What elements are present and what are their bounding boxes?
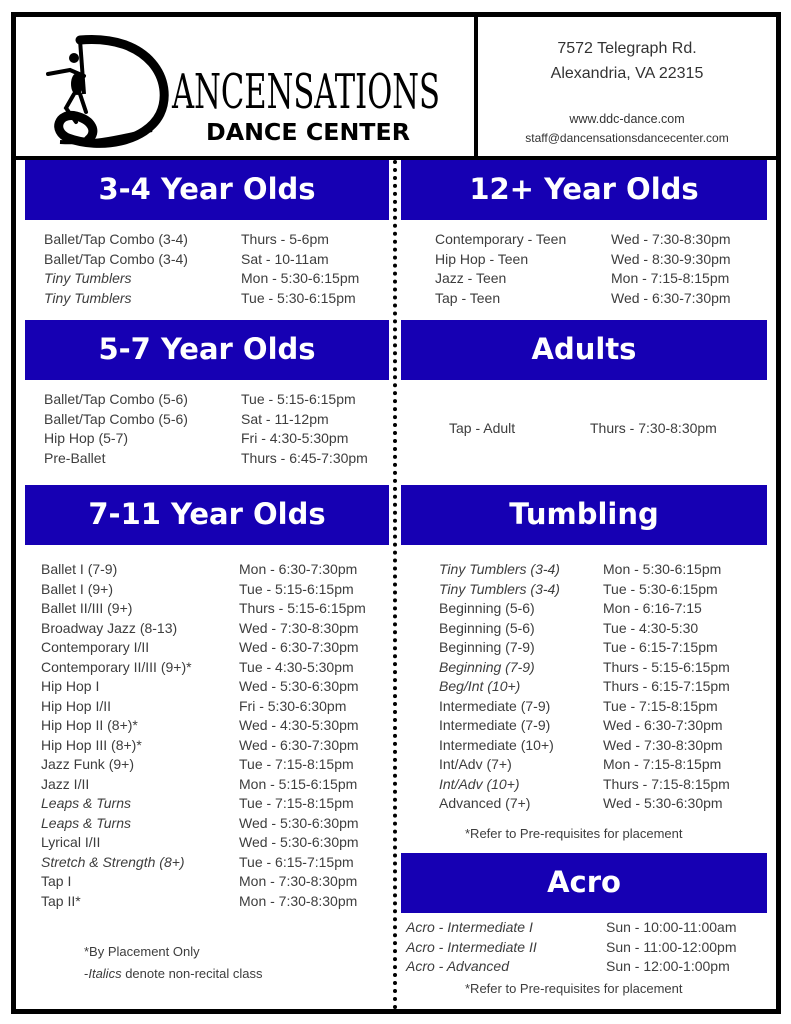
class-name: Intermediate (10+) (439, 736, 554, 753)
class-name: Tap - Adult (449, 420, 516, 436)
class-time: Mon - 5:30-6:15pm (603, 561, 722, 577)
class-time: Thurs - 6:15-7:15pm (603, 678, 730, 694)
class-name: Beginning (5-6) (439, 600, 535, 616)
class-time: Wed - 6:30-7:30pm (603, 717, 723, 733)
class-name: Jazz - Teen (435, 270, 507, 286)
class-name: Beg/Int (10+) (439, 678, 521, 694)
class-name: Tiny Tumblers (44, 289, 132, 306)
class-time: Tue - 5:15-6:15pm (241, 391, 356, 407)
class-time: Mon - 6:30-7:30pm (239, 561, 358, 577)
studio-logo (40, 34, 450, 149)
class-time: Tue - 6:15-7:15pm (239, 853, 354, 870)
column-divider (393, 160, 397, 1010)
section-title: Tumbling (509, 497, 659, 531)
class-name: Hip Hop II (8+)* (41, 717, 138, 733)
class-name: Acro - Intermediate II (406, 938, 537, 955)
class-name: Tap I (41, 873, 72, 889)
class-name: Intermediate (7-9) (439, 717, 551, 733)
class-name: Beginning (5-6) (439, 619, 535, 636)
class-time: Mon - 5:15-6:15pm (239, 775, 358, 792)
class-time: Thurs - 7:15-8:15pm (603, 775, 730, 792)
section-title: 3-4 Year Olds (98, 172, 316, 206)
section-title: Acro (547, 865, 621, 899)
class-time: Wed - 7:30-8:30pm (603, 736, 723, 753)
brand-bottom-text: DANCE CENTER (206, 120, 411, 146)
brand-top-text: ANCENSATIONS (171, 64, 440, 120)
band-age-7-11 (25, 485, 389, 545)
class-name: Int/Adv (7+) (439, 756, 512, 772)
class-name: Acro - Advanced (406, 958, 509, 974)
class-name: Ballet I (7-9) (41, 561, 118, 577)
section-title: 12+ Year Olds (469, 172, 699, 206)
class-name: Hip Hop (5-7) (44, 430, 129, 446)
italics-note-prefix: - (84, 966, 89, 981)
email-link[interactable]: staff@dancensationsdancecenter.com (525, 131, 729, 145)
address-line2: Alexandria, VA 22315 (550, 65, 704, 82)
class-time: Tue - 7:15-8:15pm (239, 756, 354, 772)
acro-prereq-note: *Refer to Pre-requisites for placement (465, 981, 683, 996)
band-adults (401, 320, 767, 380)
class-name: Beginning (7-9) (439, 639, 535, 655)
class-time: Tue - 4:30-5:30 (603, 619, 699, 636)
class-name: Jazz Funk (9+) (41, 756, 134, 772)
class-name: Int/Adv (10+) (439, 775, 520, 792)
class-name: Broadway Jazz (8-13) (41, 619, 178, 636)
class-time: Sun - 10:00-11:00am (606, 919, 737, 935)
class-name: Leaps & Turns (41, 814, 132, 831)
class-time: Thurs - 7:30-8:30pm (590, 420, 717, 436)
band-age-5-7 (25, 320, 389, 380)
class-name: Tiny Tumblers (3-4) (439, 580, 560, 597)
class-name: Tap - Teen (435, 289, 501, 306)
class-time: Mon - 5:30-6:15pm (241, 270, 360, 286)
class-name: Ballet/Tap Combo (3-4) (44, 250, 188, 267)
class-time: Tue - 5:15-6:15pm (239, 580, 354, 597)
class-time: Wed - 5:30-6:30pm (239, 834, 359, 850)
class-time: Thurs - 6:45-7:30pm (241, 449, 368, 466)
class-time: Wed - 5:30-6:30pm (239, 678, 359, 694)
class-time: Sun - 12:00-1:00pm (606, 958, 730, 974)
class-time: Wed - 7:30-8:30pm (611, 231, 731, 247)
class-time: Tue - 5:30-6:15pm (603, 580, 718, 597)
class-time: Thurs - 5:15-6:15pm (603, 658, 730, 675)
class-time: Fri - 5:30-6:30pm (239, 697, 347, 714)
class-name: Contemporary - Teen (435, 231, 567, 247)
address-line1: 7572 Telegraph Rd. (557, 40, 697, 57)
class-name: Ballet/Tap Combo (3-4) (44, 231, 188, 247)
class-time: Mon - 6:16-7:15 (603, 600, 702, 616)
italics-note (84, 966, 263, 981)
class-time: Tue - 7:15-8:15pm (603, 697, 718, 714)
class-name: Hip Hop - Teen (435, 250, 529, 267)
band-acro (401, 853, 767, 913)
class-name: Ballet I (9+) (41, 580, 113, 597)
band-age-12-plus (401, 160, 767, 220)
class-time: Wed - 5:30-6:30pm (239, 814, 359, 831)
class-time: Wed - 7:30-8:30pm (239, 619, 359, 636)
class-time: Fri - 4:30-5:30pm (241, 430, 349, 446)
class-name: Hip Hop III (8+)* (41, 736, 142, 753)
class-time: Wed - 6:30-7:30pm (611, 289, 731, 306)
class-name: Ballet II/III (9+) (41, 600, 133, 616)
class-time: Wed - 6:30-7:30pm (239, 639, 359, 655)
class-time: Tue - 5:30-6:15pm (241, 289, 356, 306)
class-name: Contemporary I/II (41, 639, 150, 655)
class-time: Mon - 7:30-8:30pm (239, 873, 358, 889)
class-time: Tue - 4:30-5:30pm (239, 658, 354, 675)
class-time: Thurs - 5:15-6:15pm (239, 600, 366, 616)
class-time: Tue - 7:15-8:15pm (239, 795, 354, 811)
class-name: Pre-Ballet (44, 449, 106, 466)
class-name: Contemporary II/III (9+)* (41, 658, 192, 675)
class-time: Sat - 10-11am (241, 250, 329, 267)
class-name: Ballet/Tap Combo (5-6) (44, 391, 188, 407)
class-time: Thurs - 5-6pm (241, 231, 329, 247)
class-name: Tap II* (41, 892, 81, 909)
class-name: Lyrical I/II (41, 834, 101, 850)
website-link[interactable]: www.ddc-dance.com (569, 112, 685, 126)
section-title: Adults (531, 332, 637, 366)
class-time: Wed - 4:30-5:30pm (239, 717, 359, 733)
class-time: Mon - 7:30-8:30pm (239, 892, 358, 909)
class-time: Sun - 11:00-12:00pm (606, 938, 737, 955)
class-name: Tiny Tumblers (44, 270, 132, 286)
tumbling-prereq-note: *Refer to Pre-requisites for placement (465, 826, 683, 841)
class-name: Intermediate (7-9) (439, 697, 551, 714)
class-time: Mon - 7:15-8:15pm (603, 756, 722, 772)
class-time: Sat - 11-12pm (241, 410, 329, 427)
italics-note-rest: denote non-recital class (121, 966, 263, 981)
italics-note-word: Italics (88, 966, 122, 981)
class-time: Mon - 7:15-8:15pm (611, 270, 730, 286)
class-time: Wed - 6:30-7:30pm (239, 736, 359, 753)
class-time: Wed - 5:30-6:30pm (603, 795, 723, 811)
section-title: 5-7 Year Olds (98, 332, 316, 366)
class-name: Advanced (7+) (439, 795, 531, 811)
class-name: Acro - Intermediate I (406, 919, 533, 935)
placement-note: *By Placement Only (84, 944, 200, 959)
class-name: Leaps & Turns (41, 795, 132, 811)
class-time: Tue - 6:15-7:15pm (603, 639, 718, 655)
class-name: Beginning (7-9) (439, 658, 535, 675)
band-age-3-4 (25, 160, 389, 220)
band-tumbling (401, 485, 767, 545)
class-name: Hip Hop I (41, 678, 100, 694)
class-name: Jazz I/II (41, 775, 90, 792)
class-name: Ballet/Tap Combo (5-6) (44, 410, 188, 427)
class-name: Stretch & Strength (8+) (41, 853, 185, 870)
section-title: 7-11 Year Olds (88, 497, 326, 531)
class-time: Wed - 8:30-9:30pm (611, 250, 731, 267)
class-name: Hip Hop I/II (41, 697, 112, 714)
class-name: Tiny Tumblers (3-4) (439, 561, 560, 577)
